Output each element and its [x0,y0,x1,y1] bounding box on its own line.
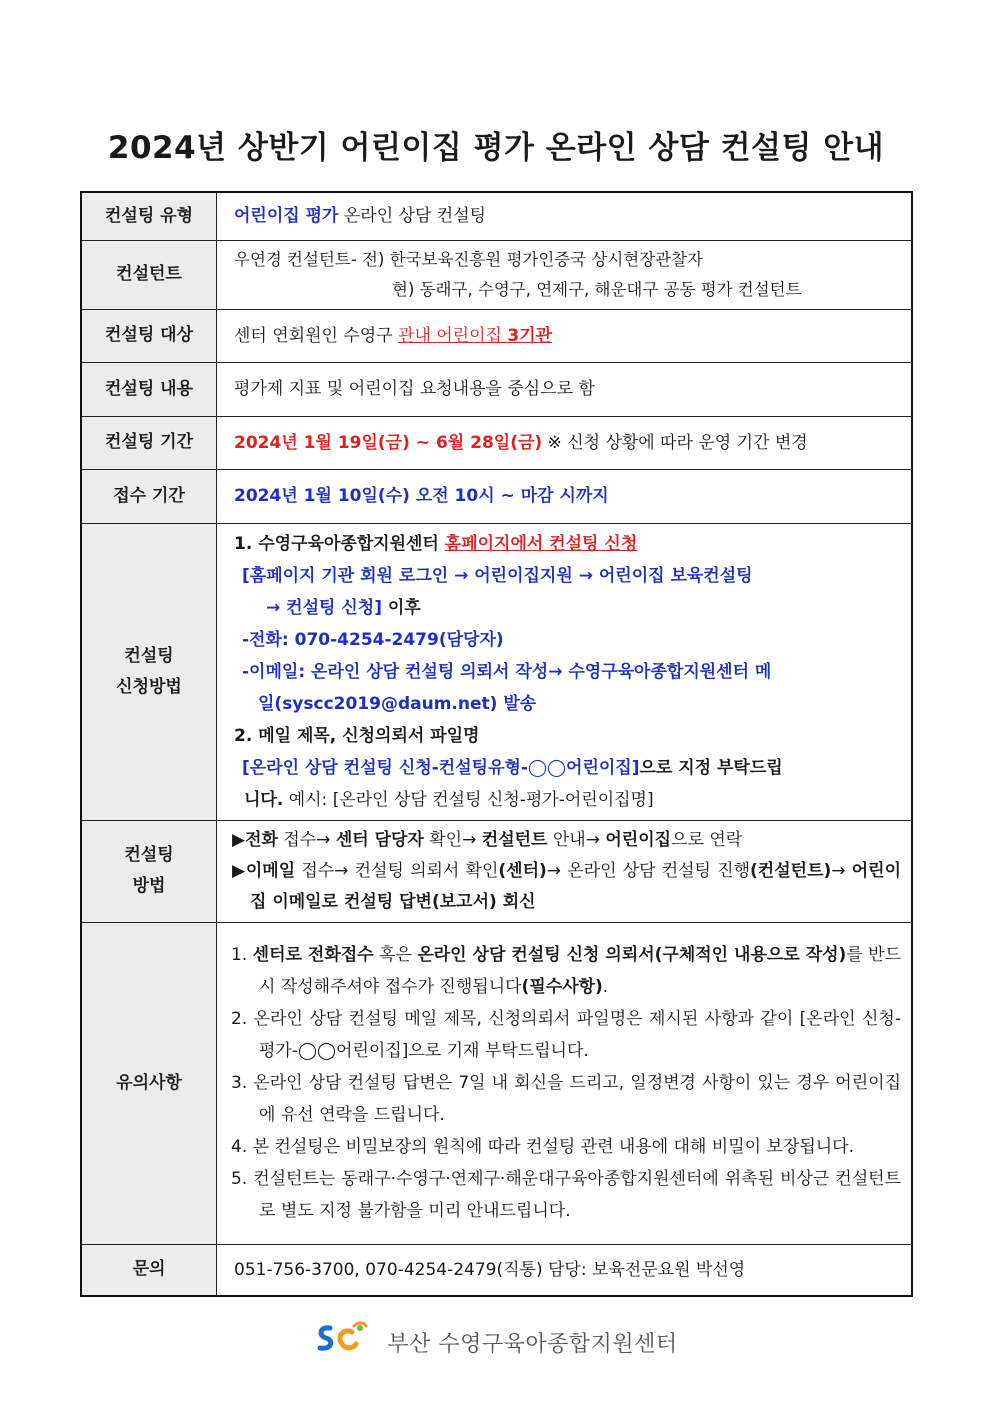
method-line2 [232,856,901,918]
note-1-b: 센터로 전화접수 [252,945,374,965]
note-1-num: 1. [231,945,253,965]
method-l1-h: 으로 연락 [671,829,743,850]
note-1-g: . [602,977,609,997]
apply-email-address: 일(syscc2019@daum.net) [258,693,498,714]
method-l1-f: 안내→ [547,829,606,850]
row-content [81,362,912,416]
method-l1-b: 접수→ [277,829,336,850]
note-1-f: (필수사항) [521,977,603,997]
note-5: 5. 컨설턴트는 동래구·수영구·연제구·해운대구육아종합지원센터에 위촉된 비상근 컨설턴트로 별도 지정 불가함을 미리 안내드립니다. [231,1169,901,1221]
method-l2-b: 접수→ 컨설팅 의뢰서 확인 [295,860,499,881]
method-phone: ▶전화 [232,829,278,850]
period-note: ※ 신청 상황에 따라 운영 기간 변경 [542,432,808,453]
note-1 [231,939,901,1003]
label-content: 컨설팅 내용 [81,362,217,416]
method-label2: 방법 [132,876,166,896]
info-table [80,191,913,1297]
value-method [217,820,913,922]
row-apply [81,523,912,820]
apply-item2: 2. 메일 제목, 신청의뢰서 파일명 [234,725,480,746]
type-highlight: 어린이집 평가 [234,206,339,227]
consultant-line2: 현) 동래구, 수영구, 연제구, 해운대구 공동 평가 컨설턴트 [392,279,802,299]
value-contact: 051-756-3700, 070-4254-2479(직통) 담당: 보육전문요원 박선영 [217,1244,913,1296]
row-reception [81,469,912,523]
method-l1-c: 센터 담당자 [335,829,424,850]
note-1-e: 를 반드시 작성해주셔야 접수가 진행됩니다 [259,945,902,997]
apply-example: 예시: [온라인 상담 컨설팅 신청-평가-어린이집명] [283,789,654,810]
apply-item1-prefix: 1. 수영구육아종합지원센터 [234,533,445,554]
label-period: 컨설팅 기간 [81,416,217,469]
target-red1: 관내 어린이집 [398,325,508,346]
apply-path2 [234,592,901,624]
row-method [81,820,912,922]
note-4: 4. 본 컨설팅은 비밀보장의 원칙에 따라 컨설팅 관련 내용에 대해 비밀이 보장됩니다. [231,1137,854,1157]
row-contact [81,1244,912,1296]
apply-path2-blue: → 컨설팅 신청] [266,597,382,618]
row-consultant [81,240,912,309]
method-label1: 컨설팅 [124,845,174,865]
apply-naming [234,752,901,784]
method-l2-e: (컨설턴트) [750,860,832,881]
value-period [217,416,913,469]
apply-email-after: 발송 [497,693,537,714]
type-rest: 온라인 상담 컨설팅 [338,206,487,227]
label-method [81,820,217,922]
method-l1-d: 확인→ [423,829,482,850]
label-type: 컨설팅 유형 [81,192,217,240]
value-reception: 2024년 1월 10일(수) 오전 10시 ~ 마감 시까지 [217,469,913,523]
row-target [81,309,912,362]
footer-org: 부산 수영구육아종합지원센터 [387,1332,678,1357]
method-l2-d: → 온라인 상담 컨설팅 진행 [546,860,751,881]
value-target [217,309,913,362]
value-apply [217,523,913,820]
label-target: 컨설팅 대상 [81,309,217,362]
apply-label1: 컨설팅 [124,645,174,666]
target-red2: 3기관 [507,325,553,346]
note-2: 2. 온라인 상담 컨설팅 메일 제목, 신청의뢰서 파일명은 제시된 사항과 같이 [온라인 신청-평가-◯◯어린이집]으로 기재 부탁드립니다. [231,1009,901,1061]
note-1-d: 온라인 상담 컨설팅 신청 의뢰서(구체적인 내용으로 작성) [417,945,847,965]
value-notes [217,922,913,1244]
apply-label2: 신청방법 [116,676,182,697]
apply-example-line [234,784,901,816]
label-contact: 문의 [81,1244,217,1296]
label-notes: 유의사항 [81,922,217,1244]
apply-phone: -전화: 070-4254-2479(담당자) [242,629,504,650]
apply-email2 [234,688,901,720]
row-period [81,416,912,469]
method-email: ▶이메일 [232,860,296,881]
note-3: 3. 온라인 상담 컨설팅 답변은 7일 내 회신을 드리고, 일정변경 사항이 있는 경우 어린이집에 유선 연락을 드립니다. [231,1073,901,1125]
apply-naming-blue: [온라인 상담 컨설팅 신청-컨설팅유형-◯◯어린이집] [242,757,640,778]
label-apply [81,523,217,820]
apply-naming-end: 니다. [244,789,284,810]
value-consultant [217,240,913,309]
consultant-line1: 우연경 컨설턴트- 전) 한국보육진흥원 평가인증국 상시현장관찰자 [234,249,703,269]
apply-item1-red: 홈페이지에서 컨설팅 신청 [444,533,638,554]
row-notes [81,922,912,1244]
method-l2-f: → [831,860,852,881]
target-text: 센터 연회원인 수영구 [234,325,399,346]
footer [0,1320,992,1360]
method-l2-c: (센터) [498,860,547,881]
value-type [217,192,913,240]
note-1-c: 혹은 [373,945,418,965]
apply-path2-after: 이후 [381,597,421,618]
apply-item1 [234,528,901,560]
method-l2-g: 어린이집 이메일로 컨설팅 답변(보고서) 회신 [250,860,901,912]
scc-logo-icon [314,1320,372,1370]
apply-naming-after: 으로 지정 부탁드립 [639,757,783,778]
apply-path1: [홈페이지 기관 회원 로그인 → 어린이집지원 → 어린이집 보육컨설팅 [242,565,753,586]
method-line1 [232,825,901,856]
page-title: 2024년 상반기 어린이집 평가 온라인 상담 컨설팅 안내 [107,130,885,166]
label-consultant: 컨설턴트 [81,240,217,309]
apply-email1: -이메일: 온라인 상담 컨설팅 의뢰서 작성→ 수영구육아종합지원센터 메 [242,661,772,682]
method-l1-g: 어린이집 [605,829,672,850]
label-reception: 접수 기간 [81,469,217,523]
value-content: 평가제 지표 및 어린이집 요청내용을 중심으로 함 [217,362,913,416]
method-l1-e: 컨설턴트 [481,829,548,850]
period-dates: 2024년 1월 19일(금) ~ 6월 28일(금) [234,432,543,453]
row-type [81,192,912,240]
